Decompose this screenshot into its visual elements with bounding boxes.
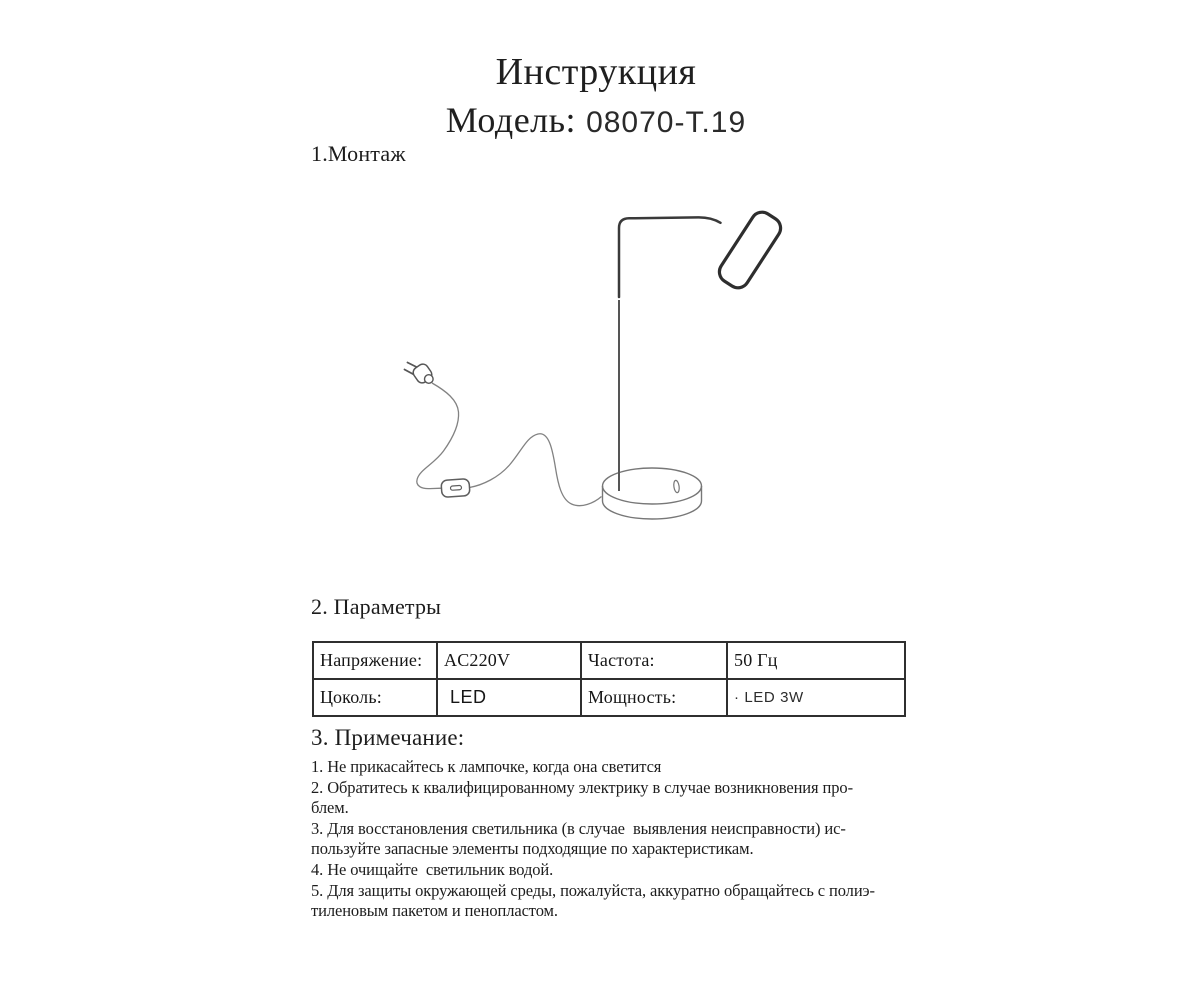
note-line: тиленовым пакетом и пенопластом. xyxy=(311,901,558,921)
note-line: пользуйте запасные элементы подходящие по характеристикам. xyxy=(311,839,754,859)
model-number: 08070-T.19 xyxy=(586,106,747,139)
power-cord-right xyxy=(470,434,602,506)
note-line: 4. Не очищайте светильник водой. xyxy=(311,859,554,879)
power-cord-left xyxy=(417,383,459,489)
section-heading-params: 2. Параметры xyxy=(311,594,442,619)
param-value-socket: LED xyxy=(437,679,581,716)
param-label-frequency: Частота: xyxy=(581,642,727,679)
note-line: блем. xyxy=(311,798,349,818)
model-line xyxy=(0,100,1196,143)
param-label-voltage: Напряжение: xyxy=(313,642,437,679)
param-value-power: · LED 3W xyxy=(727,679,905,716)
lamp-head xyxy=(715,208,785,292)
page-title: Инструкция xyxy=(495,51,697,93)
notes-list xyxy=(311,757,921,922)
param-label-power: Мощность: xyxy=(581,679,727,716)
note-line: 2. Обратитесь к квалифицированному электрику в случае возникновения про- xyxy=(311,777,853,797)
inline-switch-icon xyxy=(441,479,470,498)
lamp-stem-upper xyxy=(619,217,721,297)
mounting-diagram xyxy=(380,190,800,540)
parameters-table xyxy=(312,641,906,717)
note-line: 5. Для защиты окружающей среды, пожалуйста, аккуратно обращайтесь с полиэ- xyxy=(311,880,875,900)
section-heading-notes: 3. Примечание: xyxy=(311,725,465,750)
lamp-base xyxy=(603,468,702,519)
note-line: 1. Не прикасайтесь к лампочке, когда она светится xyxy=(311,757,662,776)
note-line: 3. Для восстановления светильника (в случае выявления неисправности) ис- xyxy=(311,818,846,838)
power-plug-icon xyxy=(405,362,434,385)
param-label-socket: Цоколь: xyxy=(313,679,437,716)
model-label: Модель: xyxy=(445,100,577,140)
header xyxy=(0,50,1196,143)
table-row xyxy=(313,642,905,679)
table-row xyxy=(313,679,905,716)
param-value-voltage: AC220V xyxy=(437,642,581,679)
section-heading-montage: 1.Монтаж xyxy=(311,141,406,166)
param-value-frequency: 50 Гц xyxy=(727,642,905,679)
